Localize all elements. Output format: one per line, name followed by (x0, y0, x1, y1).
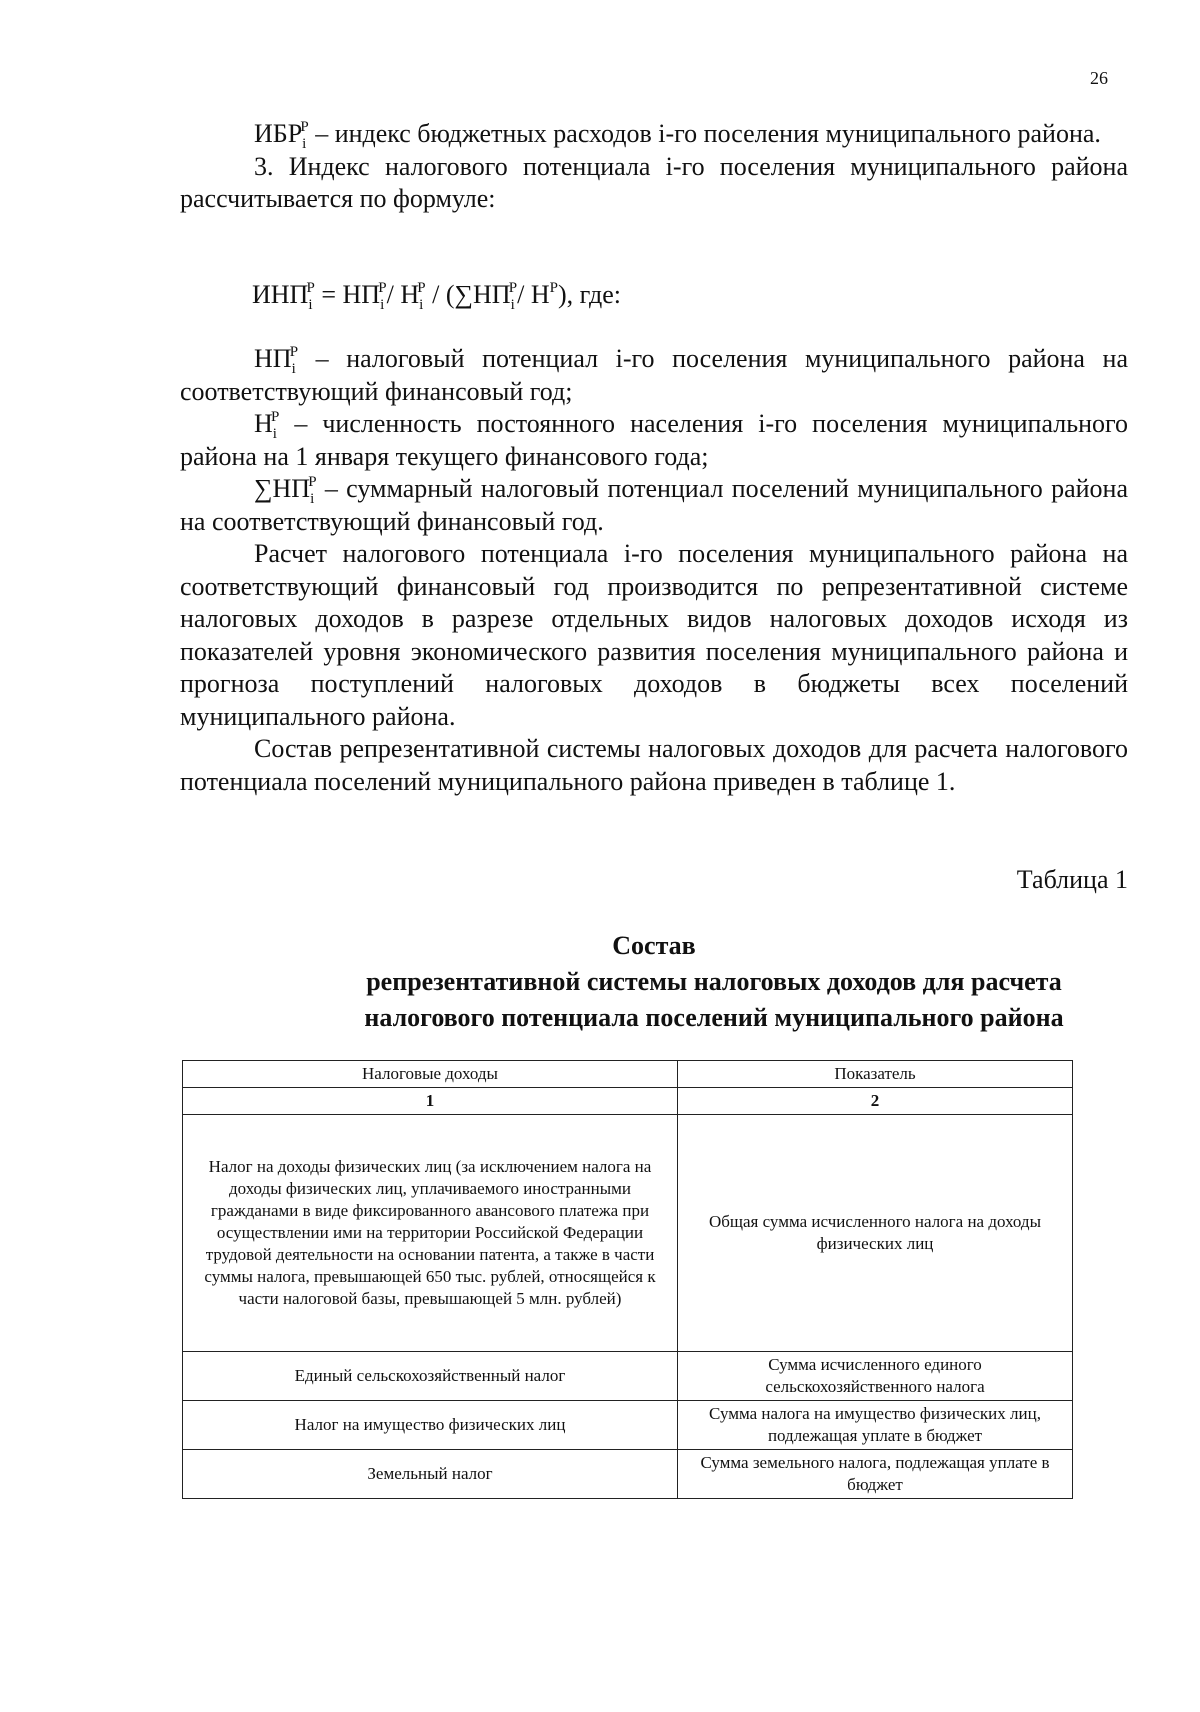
income-cell: Налог на имущество физических лиц (183, 1401, 678, 1450)
col-number-2: 2 (678, 1088, 1073, 1115)
paragraph-n: $Н_i^Р$ – численность постоянного населения i-го поселения муниципального района на 1 января текущего финансового года; (180, 409, 1128, 471)
paragraph-composition: Состав репрезентативной системы налоговых доходов для расчета налогового потенциала поселений муниципального района приведен в таблице 1. (180, 734, 1128, 796)
col-number-1: 1 (183, 1088, 678, 1115)
paragraph-sum-np: $\sum НП_i^Р$ – суммарный налоговый потенциал поселений муниципального района на соответствующий финансовый год. (180, 474, 1128, 536)
income-cell: Земельный налог (183, 1450, 678, 1499)
header-indicator: Показатель (678, 1061, 1073, 1088)
table-row (183, 1450, 1073, 1499)
table-label: Таблица 1 (1016, 865, 1128, 894)
table-number-row (183, 1088, 1073, 1115)
paragraph-calculation: Расчет налогового потенциала i-го поселения муниципального района на соответствующий финансовый год производится по репрезентативной системе налоговых доходов в разрезе отдельных видов налоговых доходов исходя из показателей уровня экономического развития поселения муниципального района и прогноза поступлений налоговых доходов в бюджеты всех поселений муниципального района. (180, 539, 1128, 731)
income-cell: Единый сельскохозяйственный налог (183, 1352, 678, 1401)
header-income: Налоговые доходы (183, 1061, 678, 1088)
indicator-cell: Сумма исчисленного единого сельскохозяйственного налога (678, 1352, 1073, 1401)
tax-table (182, 1060, 1073, 1499)
page-number: 26 (1090, 68, 1108, 88)
table-row (183, 1115, 1073, 1352)
table-row (183, 1401, 1073, 1450)
indicator-cell: Общая сумма исчисленного налога на доходы физических лиц (678, 1115, 1073, 1352)
table-row (183, 1352, 1073, 1401)
indicator-cell: Сумма земельного налога, подлежащая уплате в бюджет (678, 1450, 1073, 1499)
table-title: Состав репрезентативной системы налоговых доходов для расчета налогового потенциала поселений муниципального района (364, 931, 1064, 1032)
paragraph-np: $НП_i^Р$ – налоговый потенциал i-го поселения муниципального района на соответствующий финансовый год; (180, 344, 1128, 406)
table-header-row (183, 1061, 1073, 1088)
income-cell: Налог на доходы физических лиц (за исключением налога на доходы физических лиц, уплачиваемого иностранными гражданами в виде фиксированного авансового платежа при осуществлении ими на территории Российской Федерации трудовой деятельности на основании патента, а также в части суммы налога, превышающей 650 тыс. рублей, относящейся к части налоговой базы, превышающей 5 млн. рублей) (183, 1115, 678, 1352)
paragraph-formula-intro: 3. Индекс налогового потенциала i-го поселения муниципального района рассчитывается по формуле: (180, 151, 1128, 213)
formula-inp: $ИНП_i^Р = НП_i^Р/$ $Н_i^Р / (\sum НП_i^Р/$ $Н^Р$), где: (252, 280, 621, 314)
paragraph-ibr: $ИБР_i^Р$ – индекс бюджетных расходов i-го поселения муниципального района. 3. Индекс налогового потенциала i-го поселения муниципального района рассчитывается по формуле: (180, 118, 1128, 216)
definitions-block (180, 343, 1128, 798)
indicator-cell: Сумма налога на имущество физических лиц, подлежащая уплате в бюджет (678, 1401, 1073, 1450)
